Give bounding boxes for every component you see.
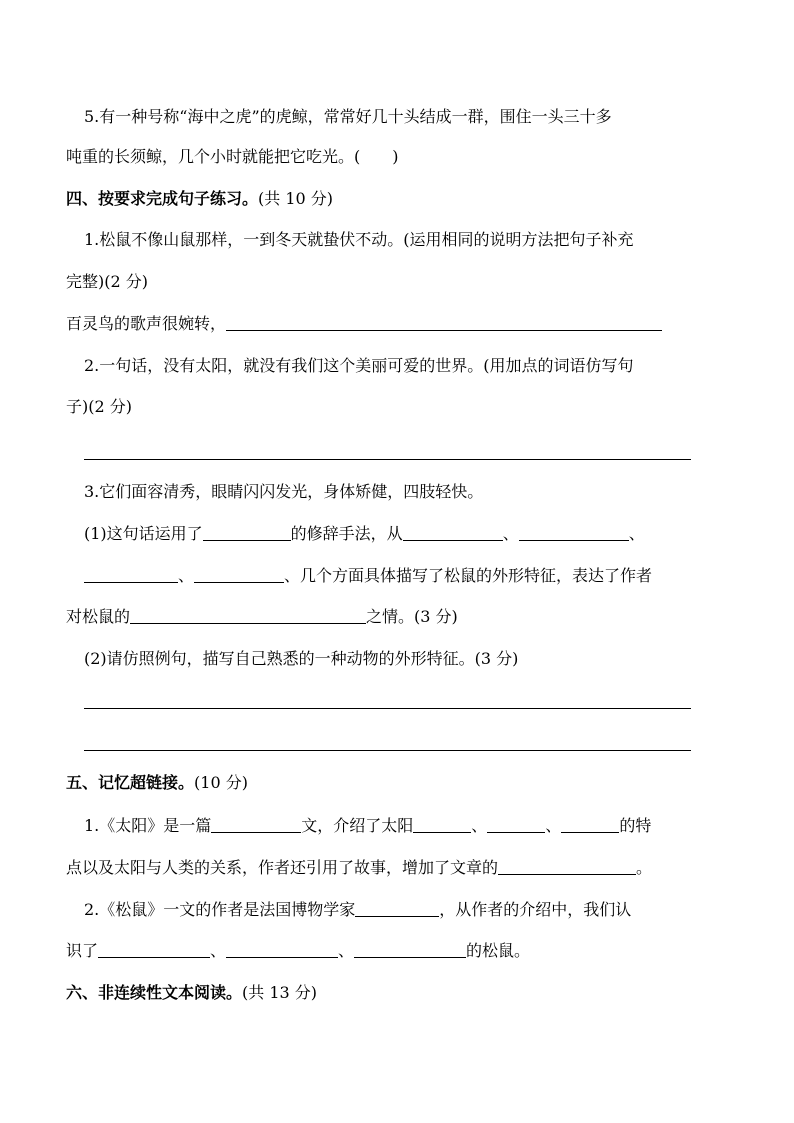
s5-q1-sep1: 、 [471, 816, 488, 835]
s5-q2-text-a: 2.《松鼠》一文的作者是法国博物学家 [84, 900, 356, 919]
section-5-title: 五、记忆超链接。 [66, 773, 195, 792]
q3-1-line3 [66, 606, 458, 628]
s5-q2-sep2: 、 [338, 941, 355, 960]
q3-1-blank-rhetoric[interactable] [203, 524, 291, 541]
s5-q1-text-a: 1.《太阳》是一篇 [84, 816, 212, 835]
q2-text-line1: 2.一句话，没有太阳，就没有我们这个美丽可爱的世界。(用加点的词语仿写句 [84, 356, 634, 375]
q3-1-blank-aspect4[interactable] [194, 566, 284, 583]
section-6-heading [66, 982, 317, 1004]
s5-q2-text-d: 的松鼠。 [466, 941, 531, 960]
q3-2-answer-line1[interactable] [84, 708, 691, 709]
s5-q2-blank-trait1[interactable] [98, 941, 210, 958]
q3-1-sep2: 、 [628, 524, 645, 543]
q5-text-line2: 吨重的长须鲸，几个小时就能把它吃光。( ) [66, 147, 399, 166]
s5-q1-blank-feature1[interactable] [413, 816, 471, 833]
q3-1-sep3: 、 [178, 566, 195, 585]
q3-1-text-b: 的修辞手法，从 [290, 524, 403, 543]
s5-q1-text-d: 点以及太阳与人类的关系，作者还引用了故事，增加了文章的 [66, 858, 499, 877]
s5-q1-text-b: 文，介绍了太阳 [301, 816, 414, 835]
q3-1-blank-aspect1[interactable] [403, 524, 503, 541]
section-4-heading [66, 188, 333, 210]
s5-q1-blank-feature3[interactable] [561, 816, 619, 833]
q3-1-text-c: 、几个方面具体描写了松鼠的外形特征，表达了作者 [284, 566, 653, 585]
s5-q1-blank-feature2[interactable] [487, 816, 545, 833]
s5-q2-blank-trait2[interactable] [226, 941, 338, 958]
s5-q2-line2 [66, 940, 530, 962]
q3-1-blank-aspect2[interactable] [519, 524, 629, 541]
q3-1-text-d: 对松鼠的 [66, 607, 131, 626]
q1-text-line1: 1.松鼠不像山鼠那样，一到冬天就蛰伏不动。(运用相同的说明方法把句子补充 [84, 230, 634, 249]
q1-text-line2: 完整)(2 分) [66, 272, 148, 291]
q3-2-text: (2)请仿照例句，描写自己熟悉的一种动物的外形特征。(3 分) [84, 649, 519, 668]
q5-text-line1: 5.有一种号称“海中之虎”的虎鲸，常常好几十头结成一群，围住一头三十多 [84, 107, 612, 126]
s5-q2-sep1: 、 [210, 941, 227, 960]
q3-2-answer-line2[interactable] [84, 750, 691, 751]
section-6-title: 六、非连续性文本阅读。 [66, 983, 243, 1002]
q1-answer-blank[interactable] [226, 314, 662, 331]
s5-q1-sep2: 、 [545, 816, 562, 835]
q2-answer-line[interactable] [84, 459, 691, 460]
q3-1-text-a: (1)这句话运用了 [84, 524, 203, 543]
q1-answer-line [66, 313, 662, 335]
s5-q2-blank-trait3[interactable] [354, 941, 466, 958]
q3-sentence: 3.它们面容清秀，眼睛闪闪发光，身体矫健，四肢轻快。 [84, 482, 484, 501]
q3-1-blank-aspect3[interactable] [84, 566, 178, 583]
s5-q1-blank-effect[interactable] [498, 858, 636, 875]
s5-q1-text-c: 的特 [619, 816, 652, 835]
s5-q2-line1 [84, 899, 631, 921]
s5-q1-line2 [66, 857, 652, 879]
q3-1-sep1: 、 [502, 524, 519, 543]
s5-q1-end: 。 [636, 858, 653, 877]
q2-text-line2: 子)(2 分) [66, 397, 132, 416]
q1-prompt: 百灵鸟的歌声很婉转， [66, 314, 227, 333]
s5-q1-line1 [84, 815, 651, 837]
s5-q2-blank-author[interactable] [355, 900, 439, 917]
q3-1-line1 [84, 523, 645, 545]
q3-1-line2 [84, 565, 652, 587]
s5-q1-blank-genre[interactable] [211, 816, 301, 833]
section-5-heading [66, 772, 248, 794]
s5-q2-text-c: 识了 [66, 941, 99, 960]
q3-1-blank-feeling[interactable] [130, 607, 366, 624]
section-5-points: (10 分) [194, 773, 248, 792]
section-4-title: 四、按要求完成句子练习。 [66, 189, 259, 208]
s5-q2-text-b: ，从作者的介绍中，我们认 [439, 900, 632, 919]
section-4-points: (共 10 分) [258, 189, 334, 208]
section-6-points: (共 13 分) [242, 983, 318, 1002]
q3-1-text-e: 之情。(3 分) [366, 607, 458, 626]
